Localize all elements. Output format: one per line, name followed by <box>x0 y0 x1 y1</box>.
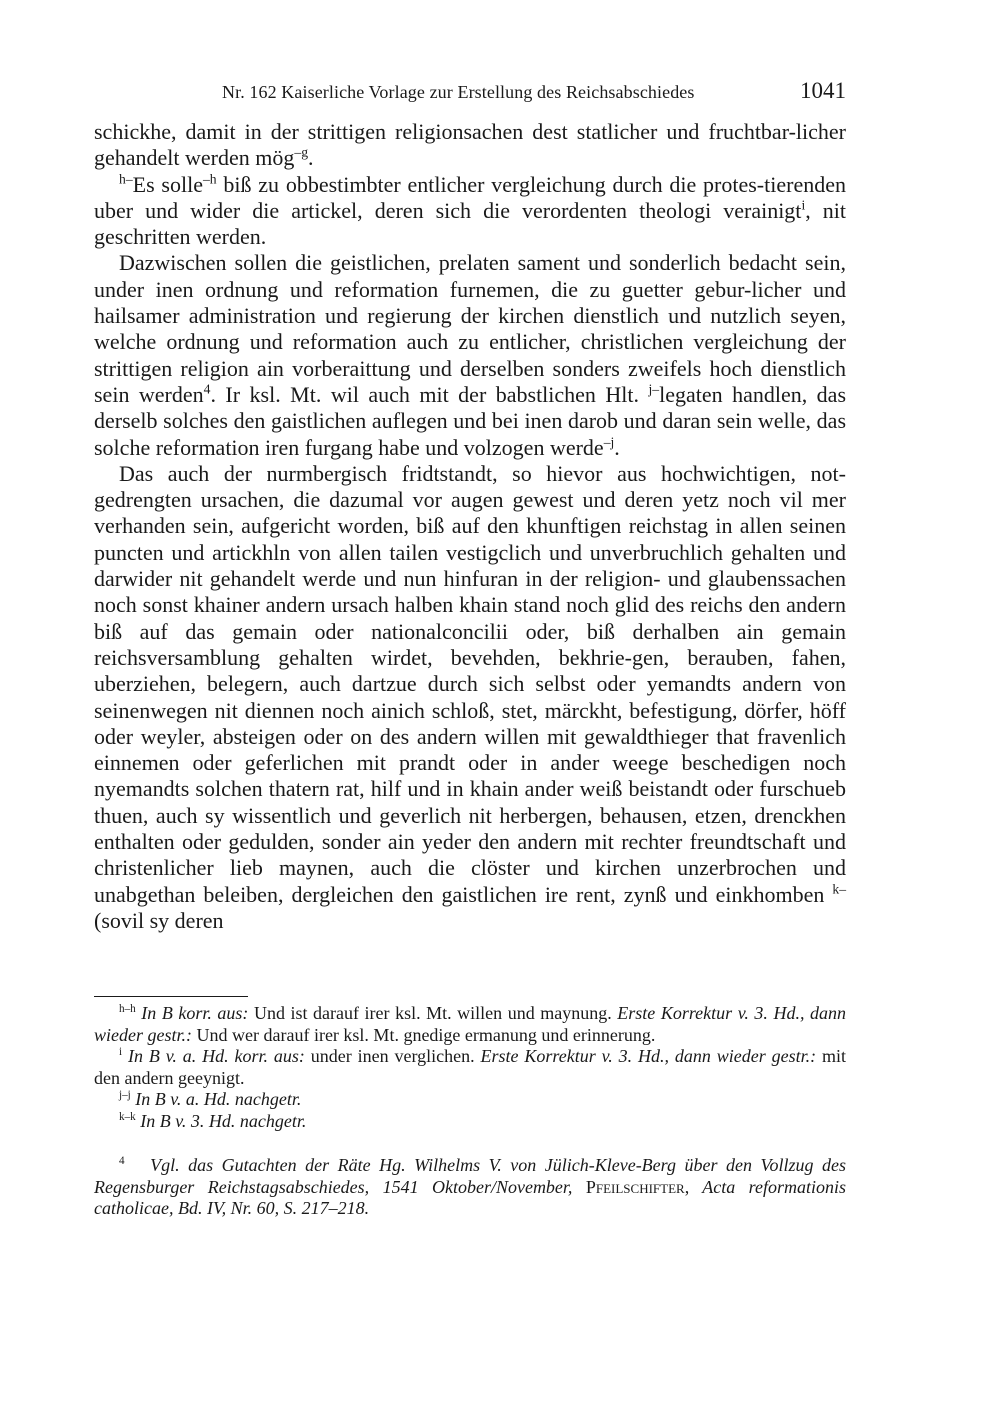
footnote-separator <box>94 996 248 997</box>
footnote-italic: Erste Korrektur v. 3. Hd., dann wieder gestr.: <box>480 1046 817 1066</box>
paragraph-4 <box>94 461 846 934</box>
footnote-italic: In B v. a. Hd. korr. aus: <box>127 1046 305 1066</box>
footnote-text: Und wer darauf irer ksl. Mt. gnedige ermanung und erinnerung. <box>192 1024 656 1045</box>
text-run: . Ir ksl. Mt. wil auch mit der babstlichen Hlt. <box>210 381 649 407</box>
page-header <box>94 80 846 110</box>
footnote-marker: j–j <box>119 1089 131 1102</box>
text-run: Es solle <box>132 171 203 197</box>
running-title: Nr. 162 Kaiserliche Vorlage zur Erstellung des Reichsabschiedes <box>222 82 695 102</box>
text-run: . <box>308 145 314 171</box>
footnote-text: Und ist darauf irer ksl. Mt. willen und maynung. <box>248 1003 618 1023</box>
variant-marker: –j <box>603 434 615 450</box>
footnote-4 <box>94 1155 846 1220</box>
variant-marker: k– <box>832 881 846 897</box>
paragraph-2 <box>94 172 846 251</box>
footnote-italic: In B korr. aus: <box>141 1003 249 1023</box>
footnote-hh <box>94 1003 846 1046</box>
footnote-reference: 4 <box>203 381 211 397</box>
paragraph-1 <box>94 119 846 172</box>
author-name: Pfeilschifter, <box>572 1176 690 1197</box>
variant-marker: j– <box>648 381 660 397</box>
footnote-italic: Erste Korrektur v. 3. Hd., dann wieder gestr.: <box>94 1003 846 1045</box>
text-run: biß zu obbestimbter entlicher vergleichung durch die protes-tierenden uber und wider die artickel, deren sich die verordenten theologi verainigt <box>94 171 846 223</box>
footnote-marker: 4 <box>119 1155 125 1168</box>
footnote-marker: k–k <box>119 1110 136 1123</box>
text-run: , nit geschritten werden. <box>94 197 846 250</box>
footnote-italic: In B v. 3. Hd. nachgetr. <box>140 1110 307 1131</box>
footnote-italic: Vgl. das Gutachten der Räte Hg. Wilhelms V. von Jülich-Kleve-Berg über den Vollzug des Regensburger Reichstagsabschiedes, 1541 Oktober/November, <box>94 1155 847 1197</box>
footnote-italic: In B v. a. Hd. nachgetr. <box>135 1089 302 1109</box>
text-run: legaten handlen, das derselb solches den gaistlichen auflegen und bei inen darob und daran sein welle, das solche reformation iren furgang habe und volzogen werde <box>94 381 847 460</box>
text-run: Das auch der nurmbergisch fridtstandt, so hievor aus hochwichtigen, not-gedrengten ursachen, die dazumal vor augen gewest und deren yetz noch vil mer verhanden sein, aufgericht worden, biß auf den khunftigen reichstag in allen seinen puncten und artickhln von allen tailen vestigclich und unverbruchlich gehalten und darwider nit gehandelt werde und nun hinfuran in der religion- und glaubenssachen noch sonst khainer andern ursach halben khain stand noch glid des reichs den andern biß auf das gemain oder nationalconcilii oder, biß derhalben ain gemain reichsversamblung gehalten wirdet, bevehden, bekhrie-gen, berauben, fahen, uberziehen, belegern, auch dartzue durch sich selbst oder yemandts andern von seinenwegen nit diennen noch ainich schloß, stet, märckht, befestigung, dörfer, höff oder weyler, absteigen oder on des andern willen mit gewaldthieger that fravenlich einnemen oder geferlichen mit prandt oder in ander weege beschedigen noch nyemandts solchen thatern rat, hilf und in khain ander weiß beistandt oder furschueb thuen, auch sy wissentlich und geverlich nit herbergen, behausen, etzen, drenckhen enthalten oder gedulden, sonder ain yeder den andern mit rechter freundtschaft und christenlicher lieb maynen, auch die clöster und kirchen unzerbrochen und unabgethan beleiben, dergleichen den gaistlichen ire rent, zynß und einkhomben <box>94 460 846 907</box>
variant-marker: i <box>801 197 806 213</box>
text-run: (sovil sy deren <box>94 907 224 933</box>
variant-marker: –h <box>202 171 217 187</box>
main-text <box>94 119 846 934</box>
footnote-i <box>94 1046 846 1089</box>
footnote-italic: Acta reformationis catholicae, Bd. IV, Nr. 60, S. 217–218. <box>94 1176 846 1218</box>
footnote-kk <box>94 1111 846 1133</box>
footnote-jj <box>94 1089 846 1111</box>
text-run: schickhe, damit in der strittigen religionsachen dest statlicher und fruchtbar-licher gehandelt werden mög <box>94 119 846 171</box>
footnote-marker: i <box>119 1046 123 1059</box>
footnote-marker: h–h <box>119 1003 136 1016</box>
variant-marker: –g <box>294 144 308 160</box>
paragraph-3 <box>94 250 846 460</box>
footnote-text: mit den andern geeynigt. <box>94 1046 846 1088</box>
variant-marker: h– <box>119 171 133 187</box>
footnotes <box>94 1003 846 1220</box>
page-number: 1041 <box>800 78 846 103</box>
footnote-text: under inen verglichen. <box>304 1046 481 1066</box>
text-run: Dazwischen sollen die geistlichen, prelaten sament und sonderlich bedacht sein, under inen ordnung und reformation furnemen, die zu guetter gebur-licher und hailsamer administration und regierung der kirchen dienstlich und nutzlich seyen, welche ordnung und reformation auch zu entlicher, christlichen vergleichung der strittigen religion ain vorberaittung und derselben sonders zweifels hoch dienstlich sein werden <box>94 250 846 407</box>
footnote-gap <box>94 1132 846 1155</box>
text-run: . <box>614 434 620 460</box>
